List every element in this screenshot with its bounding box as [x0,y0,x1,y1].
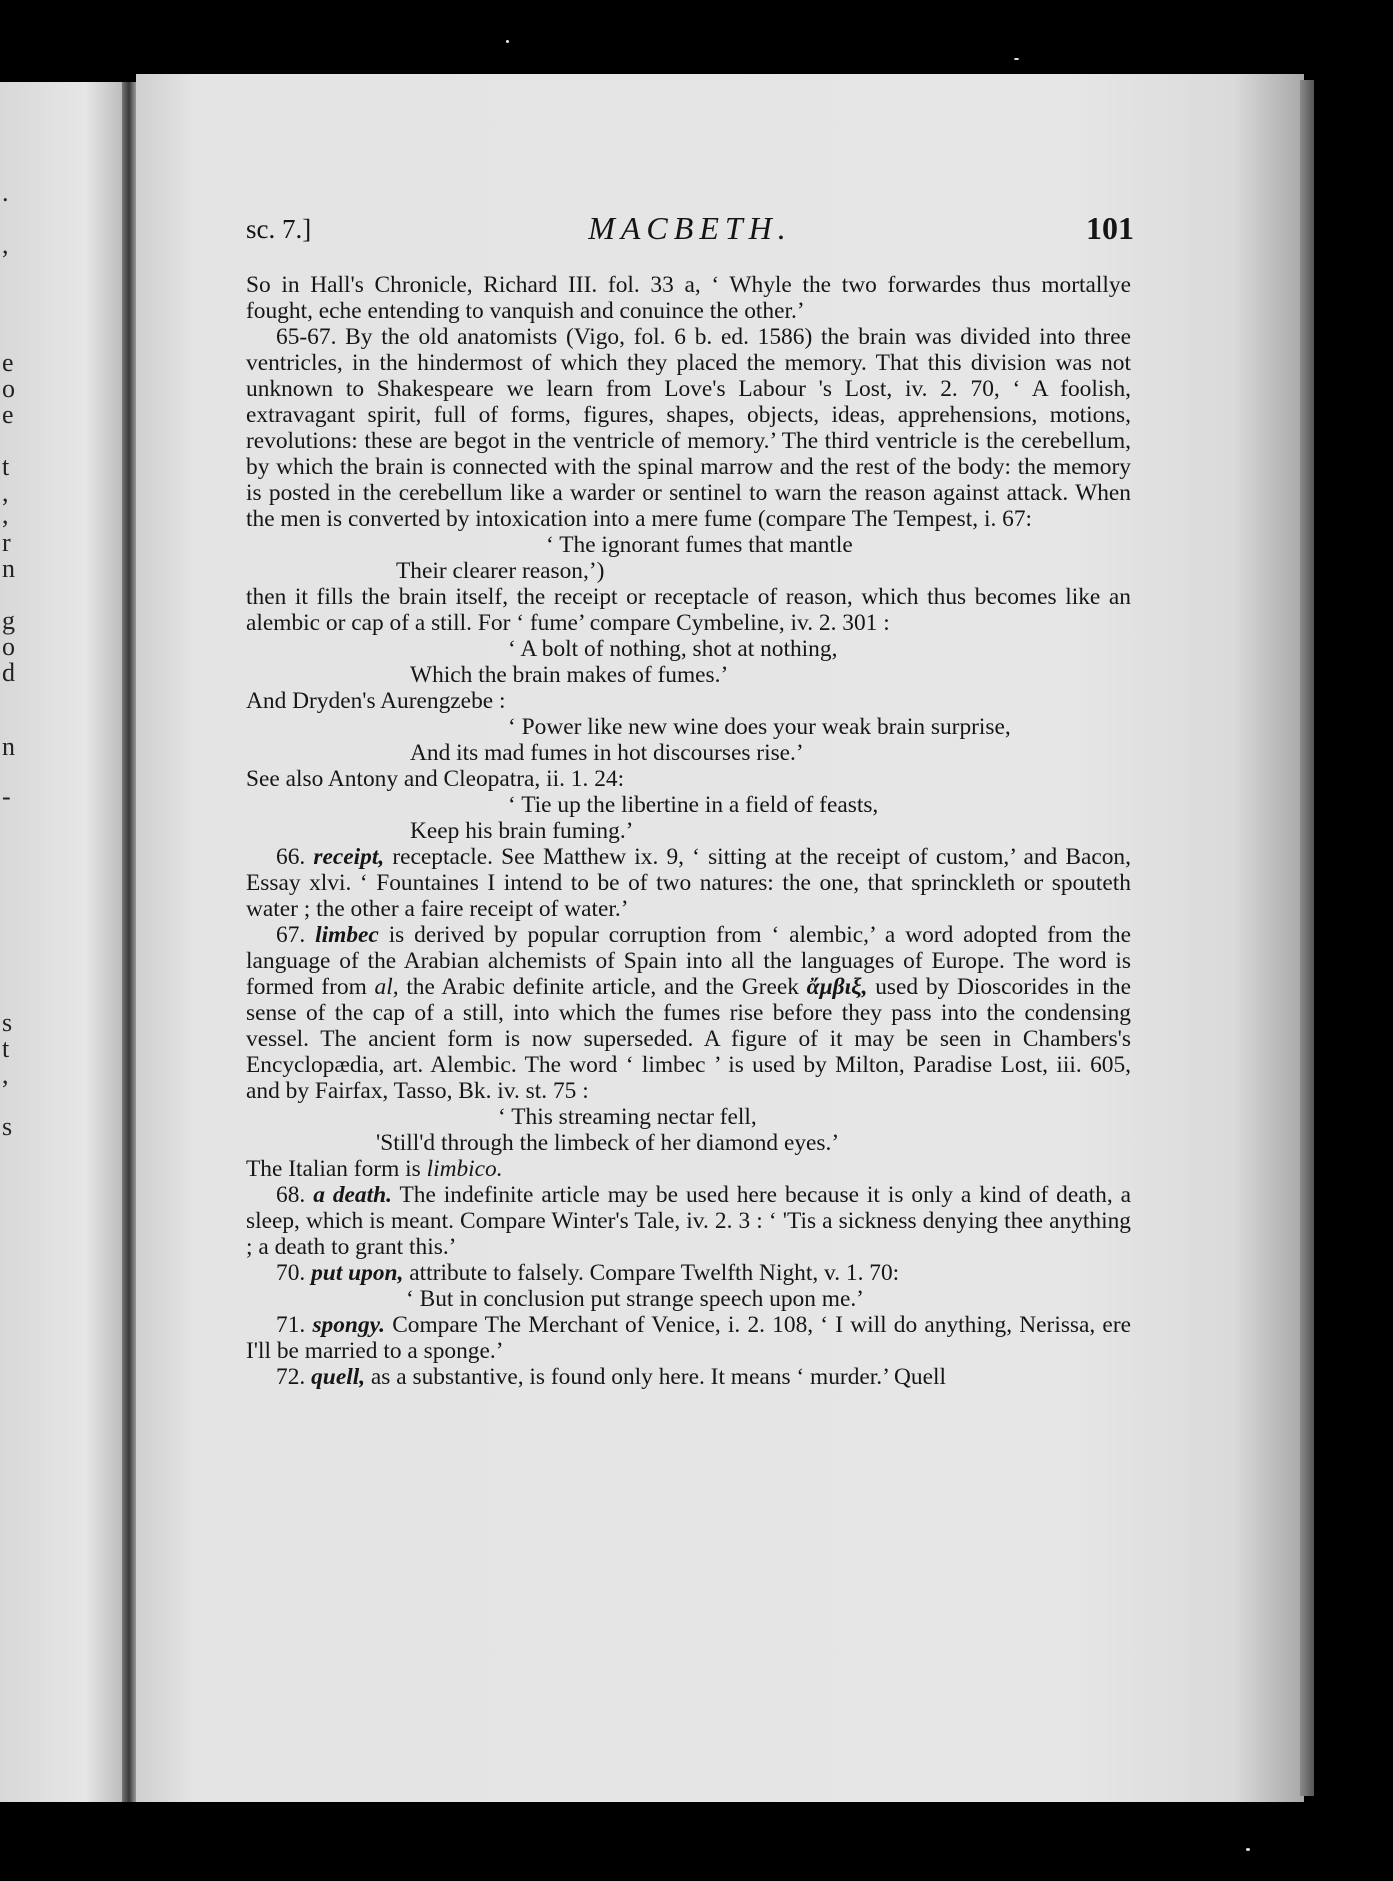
note-term: limbico. [426,1156,503,1182]
running-title: MACBETH. [588,210,792,246]
note-70: 70. put upon, attribute to falsely. Compare Twelfth Night, v. 1. 70: [276,1260,900,1286]
left-edge-char: s [2,1008,13,1037]
page-right-edge [1300,80,1314,1796]
quote-line: ‘ Power like new wine does your weak brain surprise, [508,714,1011,740]
quote-line: 'Still'd through the limbeck of her diamond eyes.’ [376,1130,840,1156]
quote-line: Their clearer reason,’) [396,558,605,584]
note-number: 68. [276,1182,306,1208]
quote-line: ‘ The ignorant fumes that mantle [546,532,853,558]
left-edge-char: o [2,632,15,661]
left-edge-char: t [2,452,10,481]
note-65-67: 65-67. By the old anatomists (Vigo, fol. 6 b. ed. 1586) the brain was divided into three ventricles, in the hindermost of which they placed the memory. That this division was not unknown to Shakespeare we learn from Love's Labour 's Lost, iv. 2. 70, ‘ A foolish, extravagant spirit, full of forms, figures, shapes, objects, ideas, apprehensions, motions, revolutions: these are begot in the ventricle of memory.’ The third ventricle is the cerebellum, by which the brain is connected with the spinal marrow and the rest of the body: the memory is posted in the cerebellum like a warder or sentinel to warn the reason against attack. When the men is converted by intoxication into a mere fume (compare The Tempest, i. 67: [246,324,1131,532]
note-term: a death. [313,1182,392,1208]
note-term: limbec [315,922,379,948]
note-number: 65-67. [276,324,337,350]
page-body [246,272,1131,1390]
left-edge-char: , [2,500,9,529]
paragraph: See also Antony and Cleopatra, ii. 1. 24: [246,766,625,792]
quote-line: ‘ But in conclusion put strange speech upon me.’ [406,1286,864,1312]
note-number: 66. [276,844,306,870]
left-edge-char: - [2,782,11,811]
greek-term: ἄμβιξ, [806,974,868,1000]
scan-speck [1014,58,1019,60]
note-term: quell, [311,1364,366,1390]
paragraph: So in Hall's Chronicle, Richard III. fol. 33 a, ‘ Whyle the two forwardes thus mortallye fought, eche entending to vanquish and conuince the other.’ [246,272,1131,324]
section-reference: sc. 7.] [246,214,312,244]
scan-speck [506,40,509,43]
page-number: 101 [1086,210,1134,246]
note-number: 67. [276,922,306,948]
book-gutter [122,82,136,1802]
scan-speck [1246,1848,1250,1851]
note-66: 66. receipt, receptacle. See Matthew ix. 9, ‘ sitting at the receipt of custom,’ and Bacon, Essay xlvi. ‘ Fountaines I intend to be of two natures: the one, that sprinckleth or spouteth water ; the other a faire receipt of water.’ [246,844,1131,922]
quote-line: ‘ Tie up the libertine in a field of feasts, [508,792,879,818]
left-edge-char: o [2,374,15,403]
paragraph: And Dryden's Aurengzebe : [246,688,506,714]
left-edge-char: e [2,400,14,429]
left-edge-char: , [2,478,9,507]
paragraph: then it fills the brain itself, the receipt or receptacle of reason, which thus becomes like an alembic or cap of a still. For ‘ fume’ compare Cymbeline, iv. 2. 301 : [246,584,1131,636]
left-edge-char: d [2,658,15,687]
left-edge-char: e [2,348,14,377]
quote-line: Keep his brain fuming.’ [410,818,634,844]
left-edge-char: n [2,732,15,761]
note-term: put upon, [311,1260,404,1286]
note-67: 67. limbec is derived by popular corruption from ‘ alembic,’ a word adopted from the language of the Arabian alchemists of Spain into all the languages of Europe. The word is formed from al, the Arabic definite article, and the Greek ἄμβιξ, used by Dioscorides in the sense of the cap of a still, into which the fumes rise before they pass into the condensing vessel. The ancient form is now superseded. A figure of it may be seen in Chambers's Encyclopædia, art. Alembic. The word ‘ limbec ’ is used by Milton, Paradise Lost, iii. 605, and by Fairfax, Tasso, Bk. iv. st. 75 : [246,922,1131,1104]
paragraph: The Italian form is limbico. [246,1156,503,1182]
note-number: 72. [276,1364,306,1390]
note-term: receipt, [313,844,385,870]
quote-line: And its mad fumes in hot discourses rise.’ [410,740,804,766]
note-term: al, [374,974,399,1000]
note-72: 72. quell, as a substantive, is found only here. It means ‘ murder.’ Quell [276,1364,946,1390]
running-head [246,208,1134,248]
left-edge-char: g [2,606,15,635]
quote-line: ‘ This streaming nectar fell, [498,1104,757,1130]
left-edge-char: , [2,1060,9,1089]
note-term: spongy. [312,1312,385,1338]
left-edge-char: n [2,554,15,583]
note-71: 71. spongy. Compare The Merchant of Venice, i. 2. 108, ‘ I will do anything, Nerissa, ere I'll be married to a sponge.’ [246,1312,1131,1364]
left-edge-char: t [2,1034,10,1063]
left-edge-char: , [2,230,9,259]
quote-line: ‘ A bolt of nothing, shot at nothing, [508,636,838,662]
note-number: 70. [276,1260,306,1286]
left-edge-char: s [2,1112,13,1141]
note-number: 71. [276,1312,306,1338]
left-edge-char: . [2,178,9,207]
left-page-edge [0,82,122,1802]
note-68: 68. a death. The indefinite article may be used here because it is only a kind of death, a sleep, which is meant. Compare Winter's Tale, iv. 2. 3 : ‘ 'Tis a sickness denying thee anything ; a death to grant this.’ [246,1182,1131,1260]
left-edge-char: r [2,528,11,557]
quote-line: Which the brain makes of fumes.’ [410,662,729,688]
